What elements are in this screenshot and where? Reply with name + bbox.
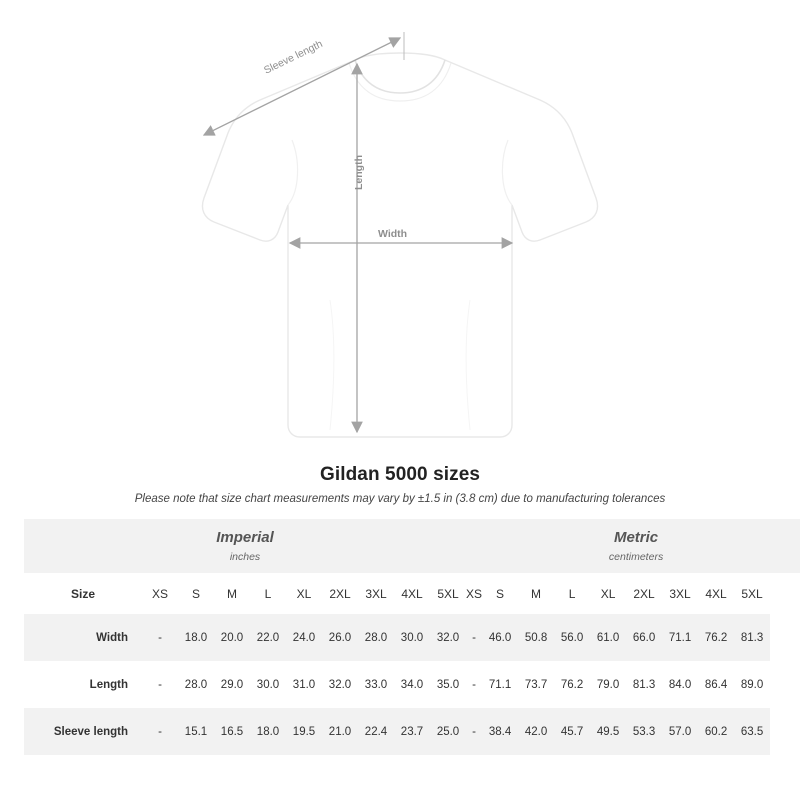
tshirt-shape bbox=[202, 53, 597, 437]
header-size-xl-metric: XL bbox=[590, 573, 626, 614]
page-title: Gildan 5000 sizes bbox=[319, 464, 481, 485]
cell-width-metric-s: 46.0 bbox=[482, 614, 518, 661]
cell-length-metric-3xl: 84.0 bbox=[668, 678, 692, 691]
table-row bbox=[24, 708, 800, 755]
width-label: Width bbox=[378, 228, 408, 240]
row-label-length: Length bbox=[89, 678, 128, 691]
cell-sleeve-metric-5xl: 63.5 bbox=[734, 708, 770, 755]
cell-length-imperial-xl: 31.0 bbox=[292, 678, 316, 691]
cell-sleeve-metric-s: 38.4 bbox=[482, 708, 518, 755]
cell-length-metric-2xl: 81.3 bbox=[632, 678, 656, 691]
row-label-width: Width bbox=[24, 614, 142, 661]
size-table bbox=[24, 519, 800, 755]
cell-length-imperial-xs: - bbox=[158, 678, 162, 691]
header-size-s-imperial: S bbox=[178, 573, 214, 614]
cell-width-metric-l: 56.0 bbox=[554, 614, 590, 661]
cell-sleeve-imperial-l: 18.0 bbox=[250, 708, 286, 755]
metric-band-title: Metric bbox=[613, 529, 659, 547]
header-size-3xl-metric: 3XL bbox=[662, 573, 698, 614]
cell-length-metric-s: 71.1 bbox=[488, 678, 512, 691]
cell-sleeve-metric-l: 45.7 bbox=[554, 708, 590, 755]
cell-width-metric-xs: - bbox=[466, 614, 482, 661]
cell-width-imperial-3xl: 28.0 bbox=[358, 614, 394, 661]
header-size-xl-imperial: XL bbox=[286, 573, 322, 614]
unit-band-row bbox=[24, 519, 800, 573]
metric-band-unit: centimeters bbox=[608, 550, 664, 563]
imperial-band-title: Imperial bbox=[216, 529, 274, 547]
cell-sleeve-metric-3xl: 57.0 bbox=[662, 708, 698, 755]
cell-width-imperial-s: 18.0 bbox=[178, 614, 214, 661]
cell-length-metric-xl: 79.0 bbox=[596, 678, 620, 691]
cell-width-imperial-xl: 24.0 bbox=[286, 614, 322, 661]
cell-sleeve-imperial-xl: 19.5 bbox=[286, 708, 322, 755]
sleeve-length-label: Sleeve length bbox=[262, 38, 325, 77]
tolerance-note: Please note that size chart measurements may vary by ±1.5 in (3.8 cm) due to manufacturing tolerances bbox=[134, 493, 666, 505]
cell-length-imperial-l: 30.0 bbox=[256, 678, 280, 691]
header-size-2xl-imperial: 2XL bbox=[322, 573, 358, 614]
size-header-label: Size bbox=[24, 573, 142, 614]
cell-width-imperial-xs: - bbox=[142, 614, 178, 661]
header-size-xs-imperial: XS bbox=[142, 573, 178, 614]
cell-width-imperial-l: 22.0 bbox=[250, 614, 286, 661]
title-block bbox=[0, 464, 800, 505]
header-size-l-imperial: L bbox=[250, 573, 286, 614]
cell-length-imperial-s: 28.0 bbox=[184, 678, 208, 691]
cell-width-metric-2xl: 66.0 bbox=[626, 614, 662, 661]
header-size-5xl-metric: 5XL bbox=[734, 573, 770, 614]
table-row bbox=[24, 614, 800, 661]
cell-width-imperial-5xl: 32.0 bbox=[430, 614, 466, 661]
cell-sleeve-imperial-m: 16.5 bbox=[214, 708, 250, 755]
header-size-l-metric: L bbox=[554, 573, 590, 614]
cell-width-metric-4xl: 76.2 bbox=[698, 614, 734, 661]
cell-sleeve-metric-2xl: 53.3 bbox=[626, 708, 662, 755]
cell-width-imperial-4xl: 30.0 bbox=[394, 614, 430, 661]
header-size-2xl-metric: 2XL bbox=[626, 573, 662, 614]
cell-length-metric-l: 76.2 bbox=[560, 678, 584, 691]
cell-sleeve-metric-4xl: 60.2 bbox=[698, 708, 734, 755]
size-table-container bbox=[0, 519, 800, 755]
header-size-4xl-metric: 4XL bbox=[698, 573, 734, 614]
cell-sleeve-imperial-s: 15.1 bbox=[178, 708, 214, 755]
cell-width-metric-xl: 61.0 bbox=[590, 614, 626, 661]
cell-sleeve-imperial-5xl: 25.0 bbox=[430, 708, 466, 755]
cell-sleeve-metric-xl: 49.5 bbox=[590, 708, 626, 755]
header-size-m-imperial: M bbox=[214, 573, 250, 614]
cell-width-metric-3xl: 71.1 bbox=[662, 614, 698, 661]
cell-sleeve-imperial-4xl: 23.7 bbox=[394, 708, 430, 755]
cell-width-imperial-m: 20.0 bbox=[214, 614, 250, 661]
cell-length-metric-5xl: 89.0 bbox=[740, 678, 764, 691]
header-size-s-metric: S bbox=[482, 573, 518, 614]
header-size-xs-metric: XS bbox=[466, 573, 482, 614]
row-label-sleeve-length: Sleeve length bbox=[24, 708, 142, 755]
header-size-4xl-imperial: 4XL bbox=[394, 573, 430, 614]
cell-sleeve-imperial-2xl: 21.0 bbox=[322, 708, 358, 755]
imperial-band-unit: inches bbox=[229, 550, 261, 563]
cell-length-imperial-5xl: 35.0 bbox=[436, 678, 460, 691]
cell-length-metric-4xl: 86.4 bbox=[704, 678, 728, 691]
header-size-m-metric: M bbox=[518, 573, 554, 614]
cell-width-imperial-2xl: 26.0 bbox=[322, 614, 358, 661]
length-label: Length bbox=[353, 155, 365, 190]
cell-sleeve-imperial-xs: - bbox=[142, 708, 178, 755]
imperial-band bbox=[24, 519, 466, 573]
cell-width-metric-5xl: 81.3 bbox=[734, 614, 770, 661]
cell-length-imperial-m: 29.0 bbox=[220, 678, 244, 691]
table-row bbox=[24, 661, 800, 708]
cell-sleeve-imperial-3xl: 22.4 bbox=[358, 708, 394, 755]
header-size-3xl-imperial: 3XL bbox=[358, 573, 394, 614]
header-size-5xl-imperial: 5XL bbox=[430, 573, 466, 614]
cell-length-metric-m: 73.7 bbox=[524, 678, 548, 691]
cell-length-metric-xs: - bbox=[472, 678, 476, 691]
cell-width-metric-m: 50.8 bbox=[518, 614, 554, 661]
cell-sleeve-metric-xs: - bbox=[466, 708, 482, 755]
cell-length-imperial-3xl: 33.0 bbox=[364, 678, 388, 691]
size-header-row bbox=[24, 573, 800, 614]
metric-band bbox=[466, 519, 800, 573]
cell-length-imperial-2xl: 32.0 bbox=[328, 678, 352, 691]
cell-length-imperial-4xl: 34.0 bbox=[400, 678, 424, 691]
cell-sleeve-metric-m: 42.0 bbox=[518, 708, 554, 755]
